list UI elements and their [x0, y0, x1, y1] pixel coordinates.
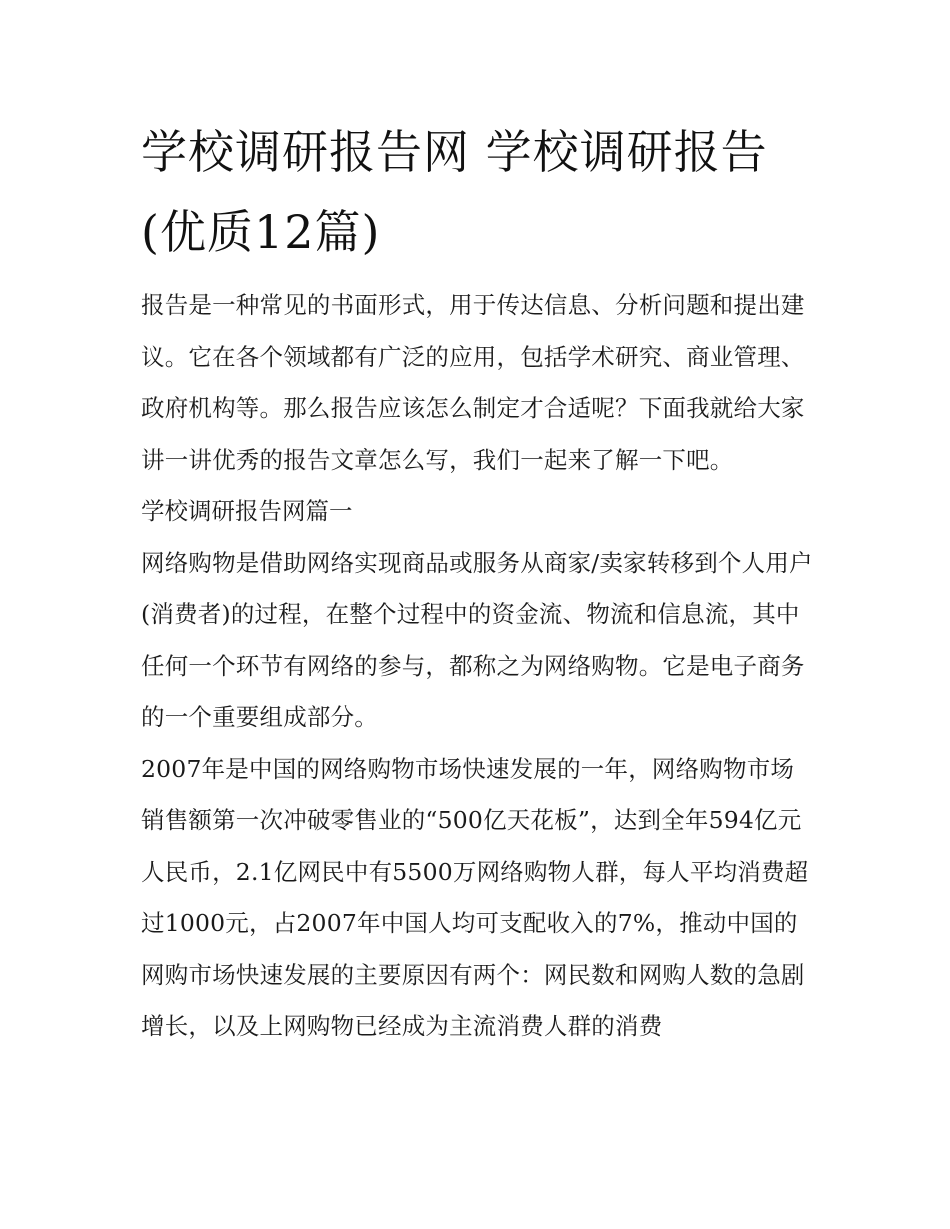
intro-paragraph: 报告是一种常见的书面形式，用于传达信息、分析问题和提出建议。它在各个领域都有广泛的应用，包括学术研究、商业管理、政府机构等。那么报告应该怎么制定才合适呢？下面我就给大家讲一讲优秀的报告文章怎么写，我们一起来了解一下吧。 [141, 291, 805, 474]
document-title: 学校调研报告网 学校调研报告(优质12篇) [141, 125, 768, 259]
body-paragraph: 2007年是中国的网络购物市场快速发展的一年，网络购物市场销售额第一次冲破零售业的“500亿天花板”，达到全年594亿元人民币，2.1亿网民中有5500万网络购物人群，每人平均消费超过1000元，占2007年中国人均可支配收入的7%，推动中国的网购市场快速发展的主要原因有两个：网民数和网购人数的急剧增长，以及上网购物已经成为主流消费人群的消费 [141, 754, 809, 1040]
section-heading: 学校调研报告网篇一 [141, 497, 353, 525]
body-paragraph: 网络购物是借助网络实现商品或服务从商家/卖家转移到个人用户(消费者)的过程，在整个过程中的资金流、物流和信息流，其中任何一个环节有网络的参与，都称之为网络购物。它是电子商务的一个重要组成部分。 [141, 548, 813, 731]
document-page [141, 112, 816, 1053]
